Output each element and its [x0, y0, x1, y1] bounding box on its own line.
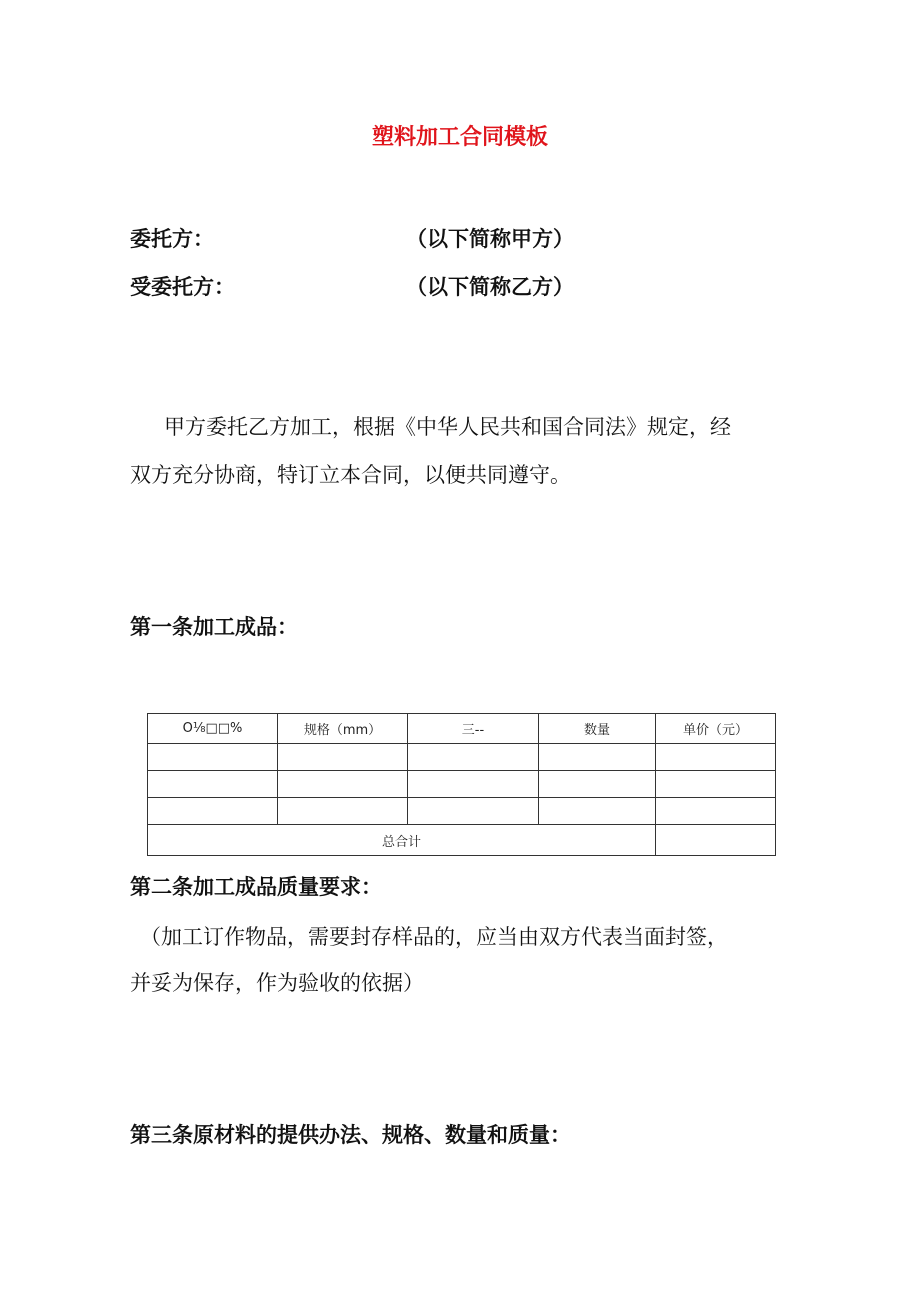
- table-total-row: [148, 825, 776, 856]
- contractor-note: （以下简称乙方）: [406, 275, 574, 299]
- section-3-heading: 第三条原材料的提供办法、规格、数量和质量：: [130, 1123, 571, 1147]
- table-cell[interactable]: [278, 744, 408, 771]
- table-cell[interactable]: [148, 771, 278, 798]
- total-label: 总合计: [148, 825, 656, 856]
- table-row: [148, 798, 776, 825]
- contractor-label: 受委托方：: [130, 275, 235, 299]
- table-cell[interactable]: [656, 798, 776, 825]
- table-header-cell: 规格（mm）: [278, 714, 408, 744]
- table-cell[interactable]: [278, 771, 408, 798]
- table-cell[interactable]: [539, 744, 656, 771]
- table-header-cell: 单价（元）: [656, 714, 776, 744]
- section-1-heading: 第一条加工成品：: [130, 615, 298, 639]
- table-header-cell: 数量: [539, 714, 656, 744]
- product-table: [147, 713, 776, 856]
- intro-paragraph-line-1: 甲方委托乙方加工，根据《中华人民共和国合同法》规定，经: [164, 415, 731, 439]
- section-2-line-1: （加工订作物品，需要封存样品的，应当由双方代表当面封签，: [140, 925, 728, 949]
- table-cell[interactable]: [656, 744, 776, 771]
- table-cell[interactable]: [656, 771, 776, 798]
- table-row: [148, 744, 776, 771]
- table-header-cell: 三--: [408, 714, 539, 744]
- intro-paragraph-line-2: 双方充分协商，特订立本合同，以便共同遵守。: [130, 463, 571, 487]
- client-note: （以下简称甲方）: [406, 227, 574, 251]
- table-cell[interactable]: [408, 744, 539, 771]
- document-title: 塑料加工合同模板: [371, 125, 548, 150]
- table-cell[interactable]: [408, 771, 539, 798]
- table-cell[interactable]: [539, 771, 656, 798]
- total-value-cell[interactable]: [656, 825, 776, 856]
- table-header-cell: O⅛□□%: [148, 714, 278, 744]
- table-header-row: [148, 714, 776, 744]
- section-2-line-2: 并妥为保存，作为验收的依据）: [130, 971, 424, 995]
- client-label: 委托方：: [130, 227, 214, 251]
- table-cell[interactable]: [408, 798, 539, 825]
- table-cell[interactable]: [539, 798, 656, 825]
- table-cell[interactable]: [148, 744, 278, 771]
- table-cell[interactable]: [278, 798, 408, 825]
- table-row: [148, 771, 776, 798]
- section-2-heading: 第二条加工成品质量要求：: [130, 875, 382, 899]
- table-cell[interactable]: [148, 798, 278, 825]
